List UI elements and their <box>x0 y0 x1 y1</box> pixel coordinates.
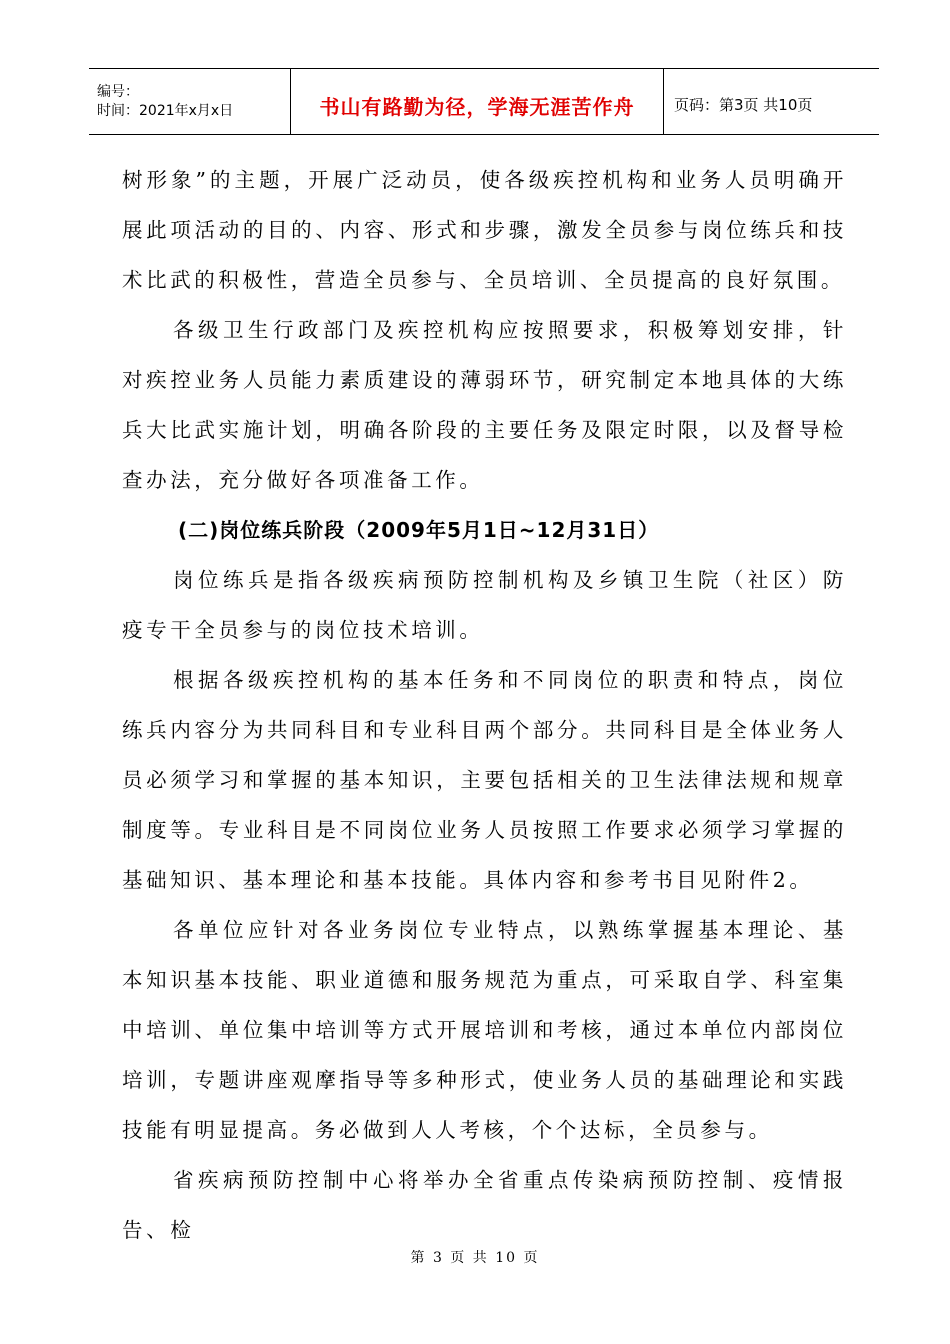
document-body <box>122 155 847 1255</box>
paragraph: 各单位应针对各业务岗位专业特点，以熟练掌握基本理论、基本知识基本技能、职业道德和服务规范为重点，可采取自学、科室集中培训、单位集中培训等方式开展培训和考核，通过本单位内部岗位培训，专题讲座观摩指导等多种形式，使业务人员的基础理论和实践技能有明显提高。务必做到人人考核，个个达标，全员参与。 <box>122 918 847 1142</box>
paragraph: 根据各级疾控机构的基本任务和不同岗位的职责和特点，岗位练兵内容分为共同科目和专业科目两个部分。共同科目是全体业务人员必须学习和掌握的基本知识，主要包括相关的卫生法律法规和规章制度等。专业科目是不同岗位业务人员按照工作要求必须学习掌握的基础知识、基本理论和基本技能。具体内容和参考书目见附件2。 <box>122 668 847 892</box>
header-page-code: 页码：第3页 共10页 <box>674 96 813 114</box>
number-label: 编号： <box>97 83 139 100</box>
header-meta <box>89 69 291 134</box>
section-heading: (二)岗位练兵阶段（2009年5月1日~12月31日） <box>178 518 660 542</box>
paragraph: 树形象”的主题，开展广泛动员，使各级疾控机构和业务人员明确开展此项活动的目的、内容、形式和步骤，激发全员参与岗位练兵和技术比武的积极性，营造全员参与、全员培训、全员提高的良好氛围。 <box>122 168 847 292</box>
header-motto: 书山有路勤为径，学海无涯苦作舟 <box>291 69 664 134</box>
document-header <box>89 68 879 135</box>
time-label: 时间：2021年x月x日 <box>97 102 234 119</box>
paragraph: 各级卫生行政部门及疾控机构应按照要求，积极筹划安排，针对疾控业务人员能力素质建设的薄弱环节，研究制定本地具体的大练兵大比武实施计划，明确各阶段的主要任务及限定时限，以及督导检查办法，充分做好各项准备工作。 <box>122 318 847 492</box>
paragraph: 省疾病预防控制中心将举办全省重点传染病预防控制、疫情报告、检 <box>122 1168 847 1242</box>
page-footer: 第 3 页 共 10 页 <box>410 1250 540 1266</box>
paragraph: 岗位练兵是指各级疾病预防控制机构及乡镇卫生院（社区）防疫专干全员参与的岗位技术培训。 <box>122 568 847 642</box>
